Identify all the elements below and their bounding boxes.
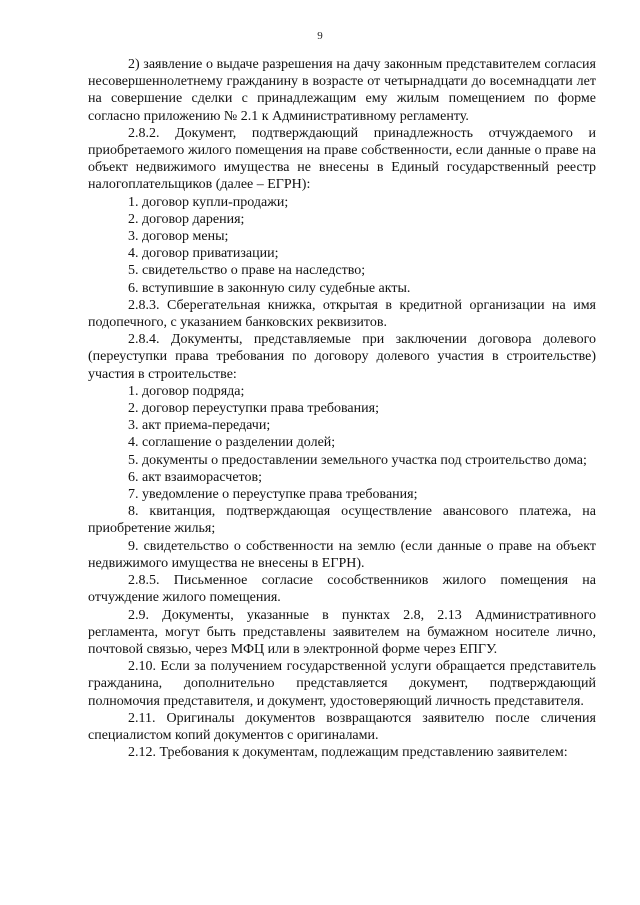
list-item: 5. свидетельство о праве на наследство; <box>128 263 366 279</box>
paragraph-2-8-3: 2.8.3. Сберегательная книжка, открытая в кредитной организации на имя подопечного, с указанием банковских реквизитов. <box>88 297 596 331</box>
list-item: 3. акт приема-передачи; <box>128 418 271 434</box>
document-body <box>88 56 596 761</box>
list-item: 6. вступившие в законную силу судебные акты. <box>128 280 411 296</box>
list-item: 2. договор переуступки права требования; <box>128 401 379 417</box>
paragraph-2-8-4: 2.8.4. Документы, представляемые при заключении договора долевого (переуступки права требования по договору долевого участия в строительстве) участия в строительстве: <box>88 332 596 382</box>
list-item: 4. договор приватизации; <box>128 246 279 262</box>
paragraph-2-12: 2.12. Требования к документам, подлежащим представлению заявителем: <box>128 745 568 761</box>
paragraph-2-8-1-item-2: 2) заявление о выдаче разрешения на дачу законным представителем согласия несовершеннолетнему гражданину в возрасте от четырнадцати до восемнадцати лет на совершение сделки с принадлежащим ему жилым помещением по форме согласно приложению № 2.1 к Административному регламенту. <box>88 57 596 124</box>
list-item: 4. соглашение о разделении долей; <box>128 435 336 451</box>
paragraph-2-8-5: 2.8.5. Письменное согласие сособственников жилого помещения на отчуждение жилого помещения. <box>88 573 596 606</box>
list-item: 6. акт взаиморасчетов; <box>128 469 262 485</box>
list-item: 7. уведомление о переуступке права требования; <box>128 487 418 503</box>
list-item: 8. квитанция, подтверждающая осуществление авансового платежа, на приобретение жилья; <box>88 504 596 537</box>
list-item: 1. договор купли-продажи; <box>128 194 289 210</box>
list-item: 2. договор дарения; <box>128 211 245 227</box>
paragraph-2-11: 2.11. Оригиналы документов возвращаются заявителю после сличения специалистом копий документов с оригиналами. <box>88 710 596 743</box>
list-item: 9. свидетельство о собственности на землю (если данные о праве на объект недвижимого имущества не внесены в ЕГРН). <box>88 538 596 571</box>
paragraph-2-8-2: 2.8.2. Документ, подтверждающий принадлежность отчуждаемого и приобретаемого жилого помещения на праве собственности, если данные о праве на объект недвижимого имущества не внесены в Единый государственный реестр налогоплательщиков (далее – ЕГРН): <box>88 125 596 193</box>
list-item: 1. договор подряда; <box>128 383 245 399</box>
list-item: 5. документы о предоставлении земельного участка под строительство дома; <box>128 452 587 468</box>
paragraph-2-9: 2.9. Документы, указанные в пунктах 2.8, 2.13 Административного регламента, могут быть представлены заявителем на бумажном носителе лично, почтовой связью, через МФЦ или в электронной форме через ЕПГУ. <box>88 607 596 657</box>
paragraph-2-10: 2.10. Если за получением государственной услуги обращается представитель гражданина, дополнительно представляется документ, подтверждающий полномочия представителя, и документ, удостоверяющий личность представителя. <box>88 659 596 709</box>
list-item: 3. договор мены; <box>128 229 229 245</box>
page-number: 9 <box>317 30 323 42</box>
